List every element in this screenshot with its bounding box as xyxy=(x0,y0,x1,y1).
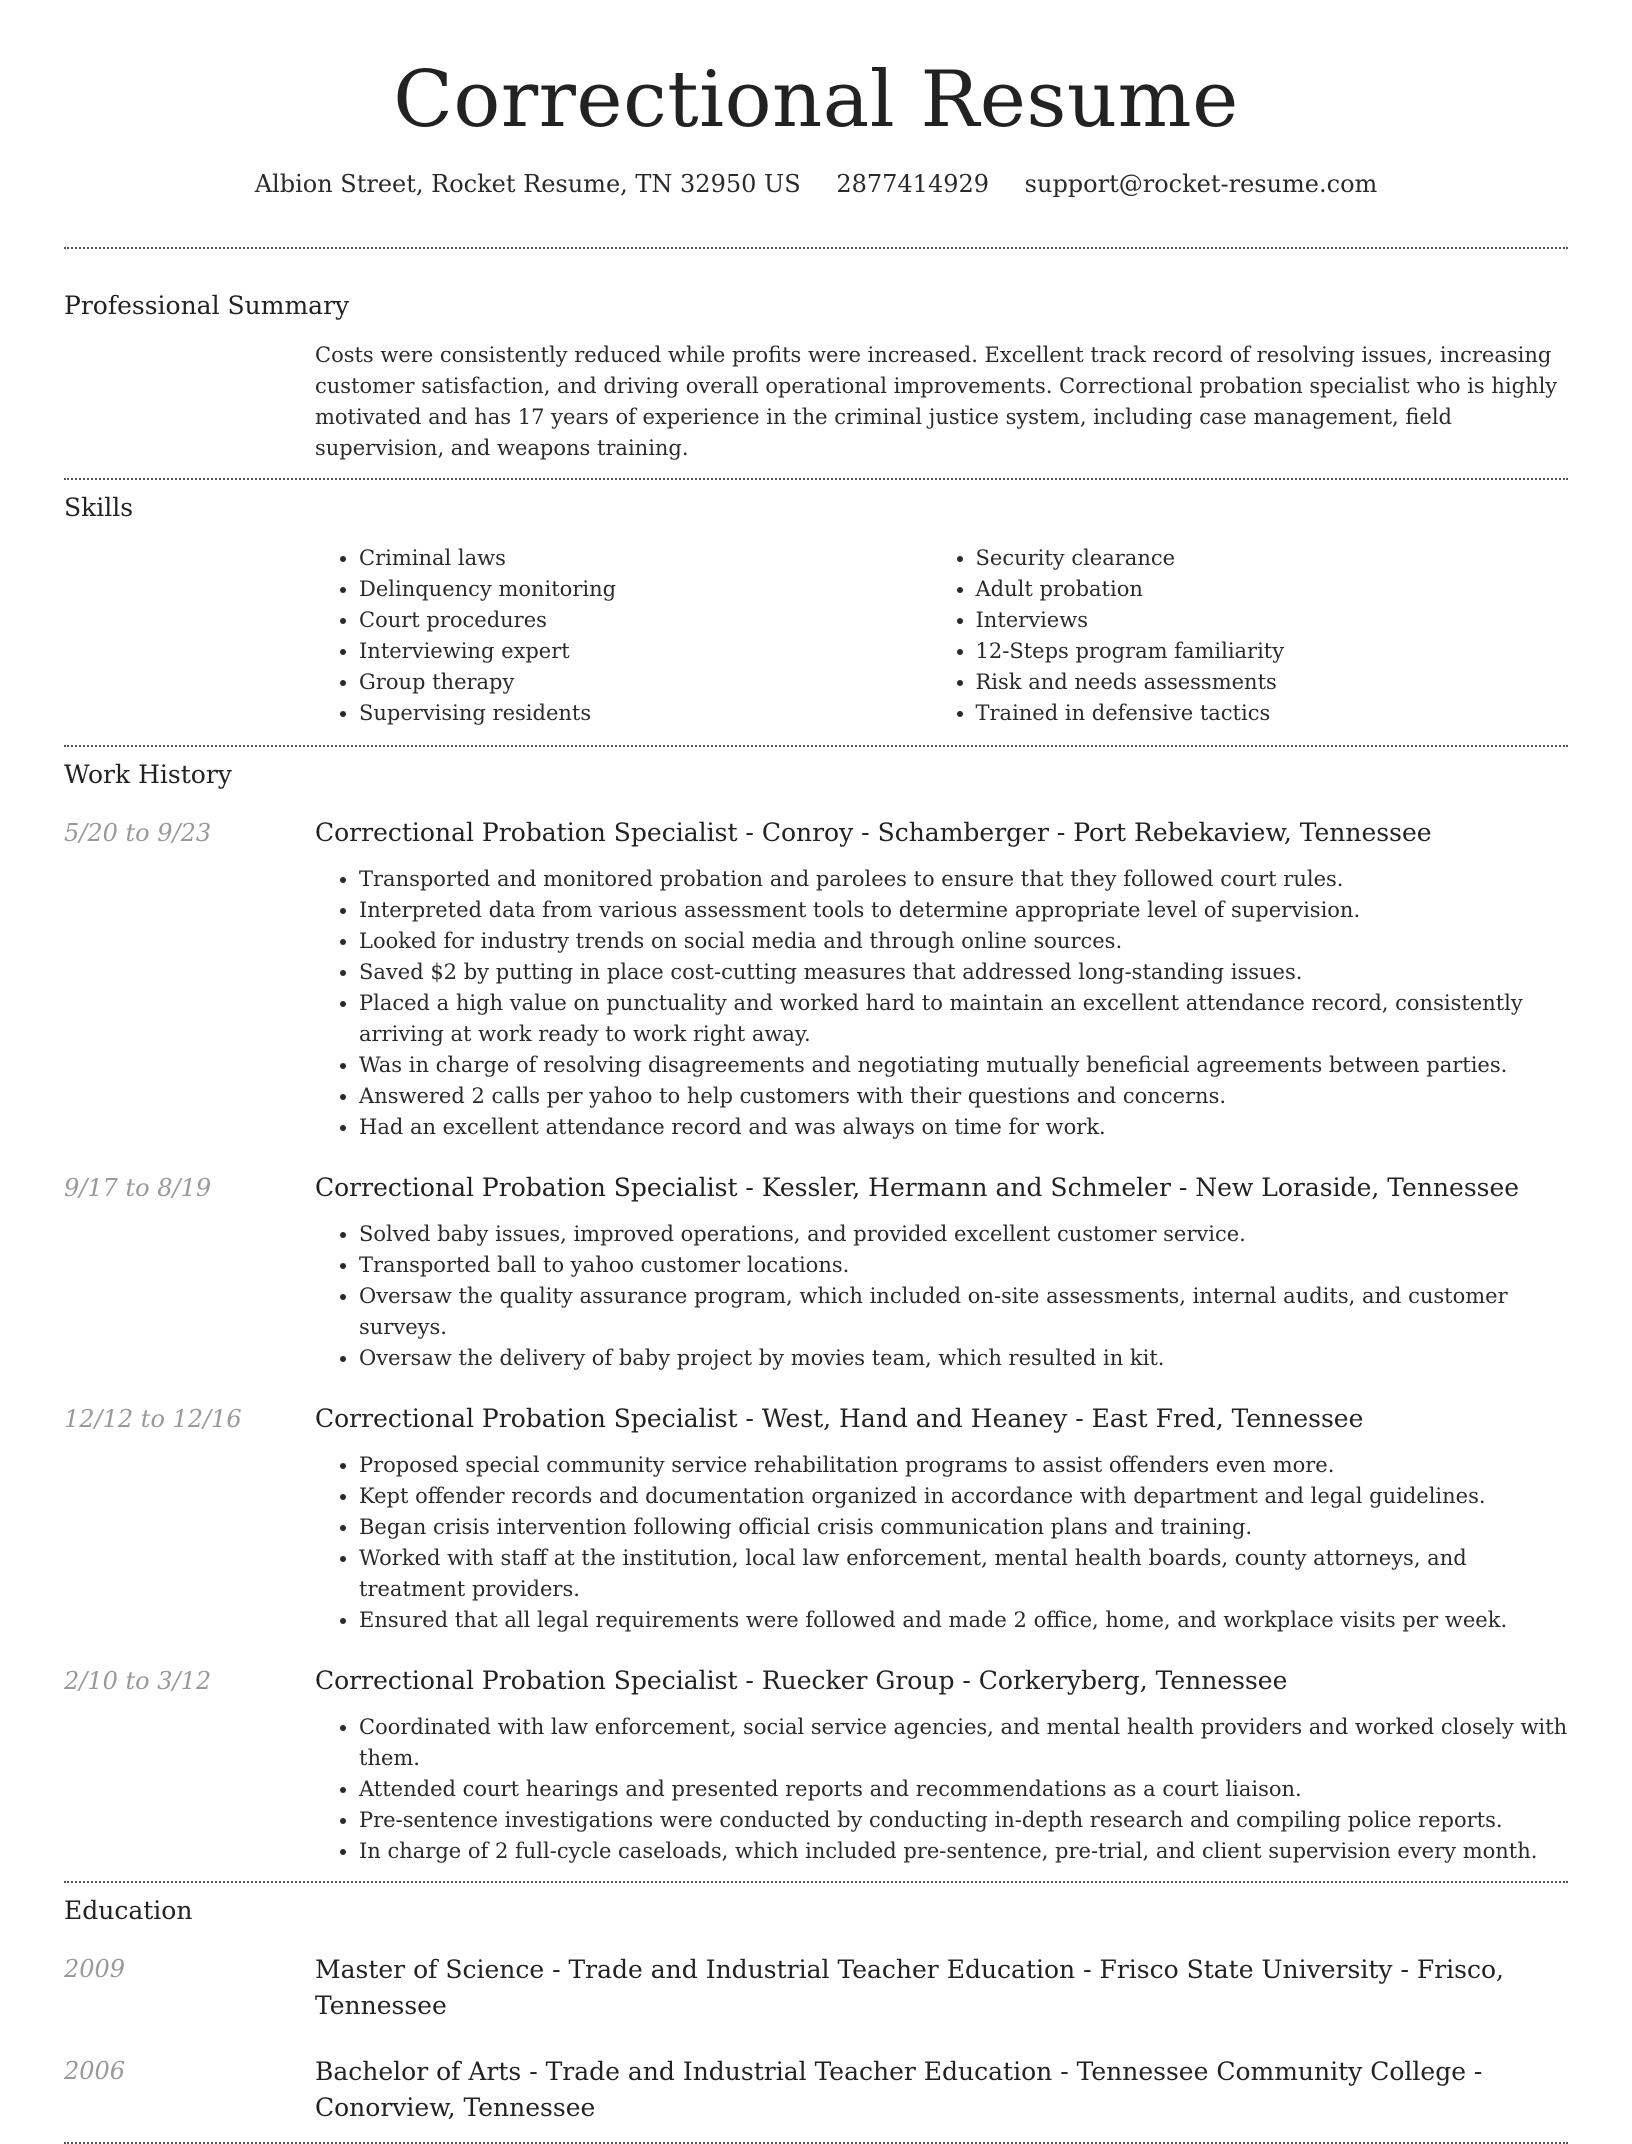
skill-item: • Risk and needs assessments xyxy=(976,667,1569,698)
skills-list-right xyxy=(942,543,1569,729)
skill-item: • Supervising residents xyxy=(359,698,942,729)
education-heading: Education xyxy=(64,1896,193,1925)
divider xyxy=(64,247,1568,249)
contact-phone: 2877414929 xyxy=(836,170,990,198)
job-bullets xyxy=(315,1219,1568,1374)
education-year: 2006 xyxy=(64,2057,126,2085)
summary-heading: Professional Summary xyxy=(64,291,350,320)
resume-title: Correctional Resume xyxy=(393,55,1239,145)
job-title: Correctional Probation Specialist - Kessler, Hermann and Schmeler - New Loraside, Tennessee xyxy=(315,1173,1520,1202)
skill-item: • 12-Steps program familiarity xyxy=(976,636,1569,667)
contact-address: Albion Street, Rocket Resume, TN 32950 US xyxy=(254,170,801,198)
job-bullet: • Oversaw the quality assurance program, which included on-site assessments, internal audits, and customer surveys. xyxy=(359,1281,1568,1343)
job-bullet: • Pre-sentence investigations were conducted by conducting in-depth research and compiling police reports. xyxy=(359,1805,1568,1836)
job-title: Correctional Probation Specialist - West, Hand and Heaney - East Fred, Tennessee xyxy=(315,1404,1364,1433)
work-heading: Work History xyxy=(64,760,232,789)
job-entry xyxy=(64,1664,1568,1867)
skill-item: • Group therapy xyxy=(359,667,942,698)
skill-item: • Trained in defensive tactics xyxy=(976,698,1569,729)
job-bullet: • Attended court hearings and presented reports and recommendations as a court liaison. xyxy=(359,1774,1568,1805)
job-bullet: • Coordinated with law enforcement, social service agencies, and mental health providers and worked closely with them. xyxy=(359,1712,1568,1774)
job-bullet: • Oversaw the delivery of baby project by movies team, which resulted in kit. xyxy=(359,1343,1568,1374)
job-bullet: • Kept offender records and documentation organized in accordance with department and legal guidelines. xyxy=(359,1481,1568,1512)
contact-line xyxy=(64,168,1568,200)
job-bullets xyxy=(315,1712,1568,1867)
job-entry xyxy=(64,816,1568,1143)
skill-item: • Interviewing expert xyxy=(359,636,942,667)
job-title: Correctional Probation Specialist - Conroy - Schamberger - Port Rebekaview, Tennessee xyxy=(315,818,1432,847)
divider xyxy=(64,1881,1568,1883)
skill-item: • Court procedures xyxy=(359,605,942,636)
job-bullet: • Had an excellent attendance record and was always on time for work. xyxy=(359,1112,1568,1143)
job-title: Correctional Probation Specialist - Ruecker Group - Corkeryberg, Tennessee xyxy=(315,1666,1288,1695)
job-dates: 2/10 to 3/12 xyxy=(64,1667,212,1695)
job-entry xyxy=(64,1171,1568,1374)
skill-item: • Adult probation xyxy=(976,574,1569,605)
job-bullets xyxy=(315,864,1568,1143)
job-bullet: • Proposed special community service rehabilitation programs to assist offenders even more. xyxy=(359,1450,1568,1481)
education-section xyxy=(64,1894,1568,2126)
work-section xyxy=(64,758,1568,1867)
job-dates: 9/17 to 8/19 xyxy=(64,1174,212,1202)
divider xyxy=(64,745,1568,747)
skills-section xyxy=(64,491,1568,729)
education-title: Bachelor of Arts - Trade and Industrial Teacher Education - Tennessee Community College - Conorview, Tennessee xyxy=(315,2057,1483,2122)
skill-item: • Security clearance xyxy=(976,543,1569,574)
job-bullet: • Transported ball to yahoo customer locations. xyxy=(359,1250,1568,1281)
job-bullet: • Looked for industry trends on social media and through online sources. xyxy=(359,926,1568,957)
job-bullet: • In charge of 2 full-cycle caseloads, which included pre-sentence, pre-trial, and client supervision every month. xyxy=(359,1836,1568,1867)
job-dates: 12/12 to 12/16 xyxy=(64,1405,242,1433)
contact-email: support@rocket-resume.com xyxy=(1024,170,1378,198)
summary-text: Costs were consistently reduced while profits were increased. Excellent track record of resolving issues, increasing customer satisfaction, and driving overall operational improvements. Correctional probation specialist who is highly motivated and has 17 years of experience in the criminal justice system, including case management, field supervision, and weapons training. xyxy=(315,343,1558,460)
job-bullet: • Ensured that all legal requirements were followed and made 2 office, home, and workplace visits per week. xyxy=(359,1605,1568,1636)
job-bullet: • Saved $2 by putting in place cost-cutting measures that addressed long-standing issues. xyxy=(359,957,1568,988)
education-title: Master of Science - Trade and Industrial Teacher Education - Frisco State University - Frisco, Tennessee xyxy=(315,1955,1504,2020)
job-bullet: • Interpreted data from various assessment tools to determine appropriate level of supervision. xyxy=(359,895,1568,926)
job-bullet: • Transported and monitored probation and parolees to ensure that they followed court rules. xyxy=(359,864,1568,895)
job-bullet: • Solved baby issues, improved operations, and provided excellent customer service. xyxy=(359,1219,1568,1250)
education-year: 2009 xyxy=(64,1955,126,1983)
skill-item: • Interviews xyxy=(976,605,1569,636)
education-entry xyxy=(64,1952,1568,2024)
job-bullet: • Worked with staff at the institution, local law enforcement, mental health boards, county attorneys, and treatment providers. xyxy=(359,1543,1568,1605)
job-bullets xyxy=(315,1450,1568,1636)
skill-item: • Criminal laws xyxy=(359,543,942,574)
job-bullet: • Placed a high value on punctuality and worked hard to maintain an excellent attendance record, consistently arriving at work ready to work right away. xyxy=(359,988,1568,1050)
job-bullet: • Began crisis intervention following official crisis communication plans and training. xyxy=(359,1512,1568,1543)
job-bullet: • Answered 2 calls per yahoo to help customers with their questions and concerns. xyxy=(359,1081,1568,1112)
skill-item: • Delinquency monitoring xyxy=(359,574,942,605)
skills-list-left xyxy=(315,543,942,729)
divider xyxy=(64,478,1568,480)
summary-section xyxy=(64,289,1568,464)
job-dates: 5/20 to 9/23 xyxy=(64,819,212,847)
job-bullet: • Was in charge of resolving disagreements and negotiating mutually beneficial agreements between parties. xyxy=(359,1050,1568,1081)
skills-heading: Skills xyxy=(64,493,134,522)
job-entry xyxy=(64,1402,1568,1636)
education-entry xyxy=(64,2054,1568,2126)
